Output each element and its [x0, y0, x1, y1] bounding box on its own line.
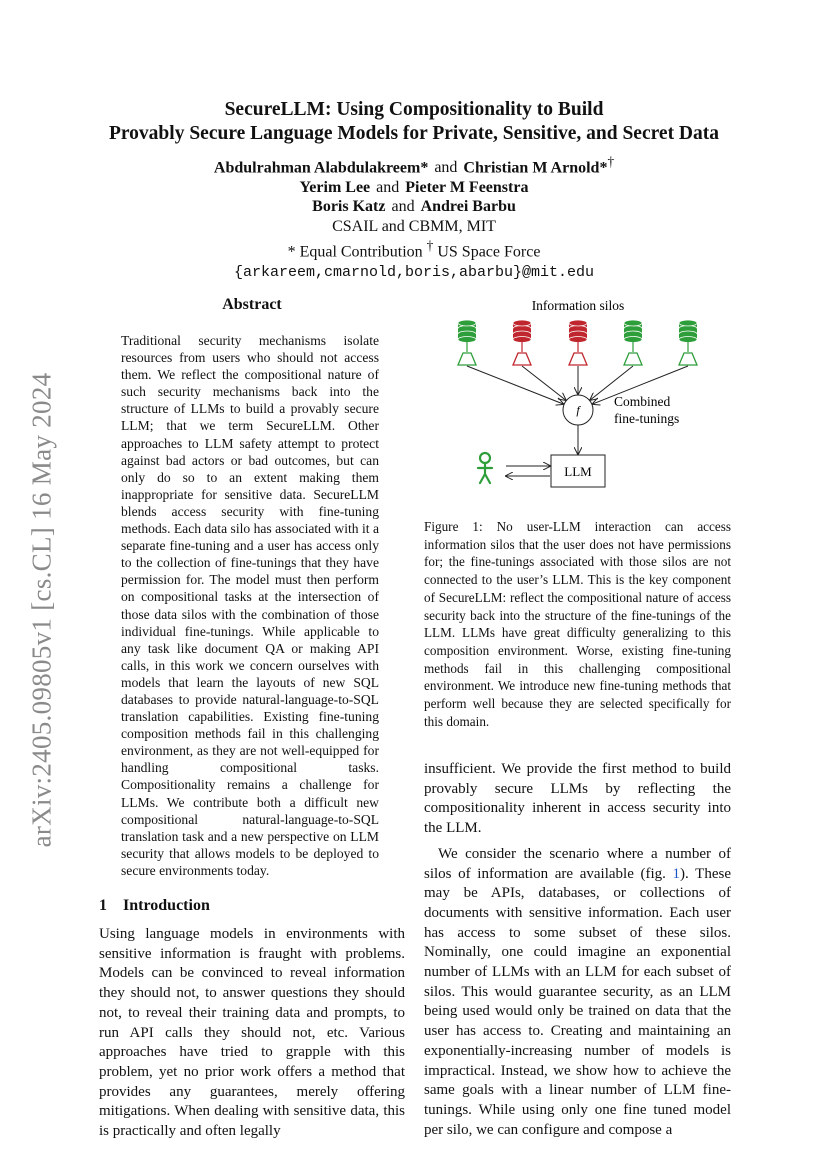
author-separator: and [434, 159, 458, 177]
author-block [60, 152, 768, 283]
introduction-body [99, 925, 405, 1142]
user-icon [478, 453, 492, 483]
arxiv-identifier: arXiv:2405.09805v1 [cs.CL] 16 May 2024 [26, 372, 57, 848]
author-name: Yerim Lee [299, 178, 371, 196]
author-emails: {arkareem,cmarnold,boris,abarbu}@mit.edu [233, 264, 595, 282]
author-row-2 [60, 178, 768, 198]
figure-1 [424, 296, 731, 508]
author-name: Christian M Arnold* [463, 159, 608, 177]
author-row-3 [60, 197, 768, 217]
silo-1-edge [467, 366, 563, 404]
author-name: Pieter M Feenstra [405, 178, 529, 196]
silo-5-finetuning-icon [679, 353, 697, 365]
dagger-mark: † [426, 238, 434, 254]
author-separator: and [391, 198, 415, 216]
silo-3-database-icon [569, 320, 587, 343]
author-name: Boris Katz [312, 198, 386, 216]
silo-4-database-icon [624, 320, 642, 343]
silo-2-database-icon [513, 320, 531, 343]
silo-1-finetuning-icon [458, 353, 476, 365]
combined-finetunings-label-line-1: Combined [614, 394, 671, 409]
silo-2-finetuning-icon [513, 353, 531, 365]
figure-reference-link[interactable]: 1 [672, 865, 681, 882]
author-name: Abdulrahman Alabdulakreem* [213, 159, 429, 177]
right-column-body [424, 760, 731, 1140]
scenario-text-start: We consider the scenario where a number of silos of information are available (fig. [424, 845, 731, 882]
body-paragraph-scenario [424, 845, 731, 1141]
silo-5-database-icon [679, 320, 697, 343]
author-row-1 [60, 152, 768, 178]
section-heading-introduction [99, 897, 405, 915]
affiliation: CSAIL and CBMM, MIT [332, 217, 496, 235]
equal-contribution-note: * Equal Contribution [287, 243, 423, 261]
figure-silos-label: Information silos [531, 298, 625, 313]
paper-title-line-2: Provably Secure Language Models for Private, Sensitive, and Secret Data [108, 123, 720, 144]
contribution-note [60, 236, 768, 262]
figure-1-diagram [424, 296, 731, 508]
author-footnote-mark: † [607, 154, 615, 169]
figure-1-caption: Figure 1: No user-LLM interaction can access information silos that the user does not have permissions for; the fine-tunings associated with those silos are not connected to the user’s LLM. This is the key component of SecureLLM: reflect the compositional nature of access security back into the structure of the fine-tunings of the LLM. LLMs have great difficulty generalizing to this composition environment. Worse, existing fine-tuning methods fail in this challenging compositional environment. We introduce new fine-tuning methods that perform well because they are selected specifically for this domain. [424, 519, 731, 729]
silo-2-edge [522, 366, 566, 400]
scenario-text-end: ). These may be APIs, databases, or collections of documents with sensitive information. Each user has access to some subset of these silos. Nominally, one could imagine an exponential number of LLMs with an LLM for each subset of silos. This would guarantee security, as an LLM being used would only be trained on data that the user has access to. Creating and maintaining an exponentially-increasing number of models is impractical. Instead, we show how to achieve the same goals with a linear number of LLM fine-tunings. While using only one fine tuned model per silo, we can configure and compose a [424, 865, 731, 1138]
title-block [60, 98, 768, 283]
abstract-body: Traditional security mechanisms isolate resources from users who should not access them. We reflect the compositional nature of such security mechanisms back into the structure of LLMs to build a provably secure LLM; that we term SecureLLM. Other approaches to LLM safety attempt to protect against bad actors or bad outcomes, but can only do so to an extent making them inappropriate for sensitive data. SecureLLM blends access security with fine-tuning methods. Each data silo has associated with it a separate fine-tuning and a user has access only to the collection of fine-tunings that they have permission for. The model must then perform on compositional tasks at the intersection of those data silos with the combination of those individual fine-tunings. While applicable to any task like document QA or making API calls, in this work we concern ourselves with models that learn the layouts of new SQL databases to provide natural-language-to-SQL translation capabilities. Existing fine-tuning composition methods fail in this challenging environment, as they are not well-equipped for handling compositional tasks. Compositionality remains a challenge for LLMs. We contribute both a difficult new compositional natural-language-to-SQL translation task and a new perspective on LLM security that allows models to be deployed to secure environments today. [121, 333, 379, 878]
silo-4-finetuning-icon [624, 353, 642, 365]
introduction-paragraph: Using language models in environments with sensitive information is fraught with problems. Models can be convinced to reveal information they should not, to answer questions they should not, to reveal their training data and prompts, to run API calls they should not, etc. Various approaches have tried to grapple with this problem, yet no prior work offers a method that provides any guarantees, merely offering mitigations. When dealing with sensitive data, this is practically and often legally [99, 926, 405, 1140]
silo-group [458, 320, 697, 365]
section-number: 1 [99, 897, 107, 914]
silo-3-finetuning-icon [569, 353, 587, 365]
author-separator: and [376, 178, 400, 196]
left-column [99, 296, 405, 1142]
arxiv-identifier-stamp [22, 350, 62, 870]
author-name: Andrei Barbu [420, 198, 516, 216]
abstract-heading: Abstract [222, 296, 282, 313]
silo-1-database-icon [458, 320, 476, 343]
combined-finetunings-label-line-2: fine-tunings [614, 411, 680, 426]
llm-label: LLM [564, 464, 592, 479]
body-paragraph-continued: insufficient. We provide the first method to build provably secure LLMs by reflecting the compositionality inherent in access security into the LLM. [424, 761, 731, 837]
composition-function-label: f [576, 403, 580, 417]
right-column [424, 296, 731, 1138]
us-space-force-note: US Space Force [437, 243, 541, 261]
section-title: Introduction [123, 897, 210, 914]
paper-title-line-1: SecureLLM: Using Compositionality to Build [224, 99, 604, 120]
